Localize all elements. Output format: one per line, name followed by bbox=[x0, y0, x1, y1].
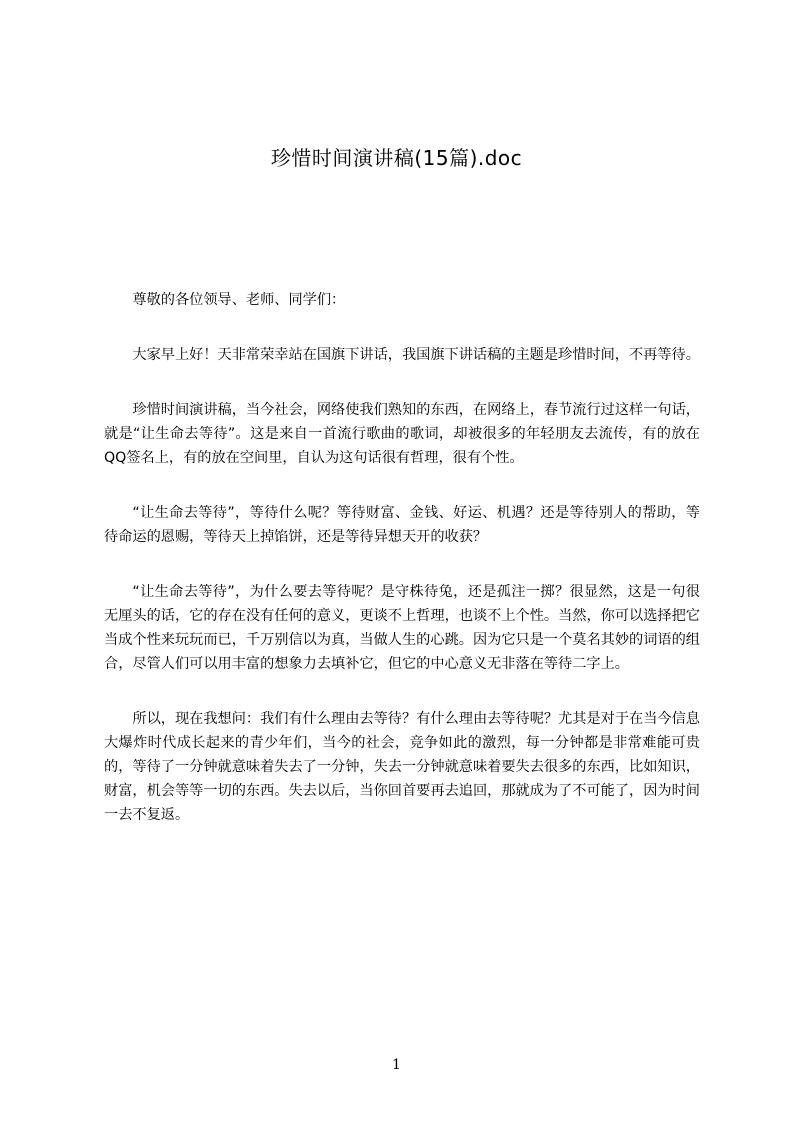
document-body bbox=[104, 288, 700, 858]
paragraph-what-to-wait-for: “让生命去等待”，等待什么呢？等待财富、金钱、好运、机遇？还是等待别人的帮助，等待命运的恩赐，等待天上掉馅饼，还是等待异想天开的收获？ bbox=[104, 505, 700, 545]
paragraph-greeting: 尊敬的各位领导、老师、同学们： bbox=[132, 292, 346, 308]
paragraph-why-wait: “让生命去等待”，为什么要去等待呢？是守株待兔，还是孤注一掷？很显然，这是一句很无厘头的话，它的存在没有任何的意义，更谈不上哲理，也谈不上个性。当然，你可以选择把它当成个性来玩玩而已，千万别信以为真，当做人生的心跳。因为它只是一个莫名其妙的词语的组合，尽管人们可以用丰富的想象力去填补它，但它的中心意义无非落在等待二字上。 bbox=[104, 584, 700, 672]
page-number: 1 bbox=[392, 1057, 401, 1073]
paragraph-opening: 大家早上好！天非常荣幸站在国旗下讲话，我国旗下讲话稿的主题是珍惜时间，不再等待。 bbox=[132, 347, 700, 363]
paragraph-conclusion: 所以，现在我想问：我们有什么理由去等待？有什么理由去等待呢？尤其是对于在当今信息大爆炸时代成长起来的青少年们，当今的社会，竞争如此的激烈，每一分钟都是非常难能可贵的，等待了一分钟就意味着失去了一分钟，失去一分钟就意味着要失去很多的东西，比如知识，财富，机会等等一切的东西。失去以后，当你回首要再去追回，那就成为了不可能了，因为时间一去不复返。 bbox=[104, 711, 700, 823]
document-title: 珍惜时间演讲稿(15篇).doc bbox=[270, 146, 523, 170]
paragraph-social-context: 珍惜时间演讲稿，当今社会，网络使我们熟知的东西，在网络上，春节流行过这样一句话，就是“让生命去等待”。这是来自一首流行歌曲的歌词，却被很多的年轻朋友去流传，有的放在QQ签名上，有的放在空间里，自认为这句话很有哲理，很有个性。 bbox=[104, 402, 700, 466]
